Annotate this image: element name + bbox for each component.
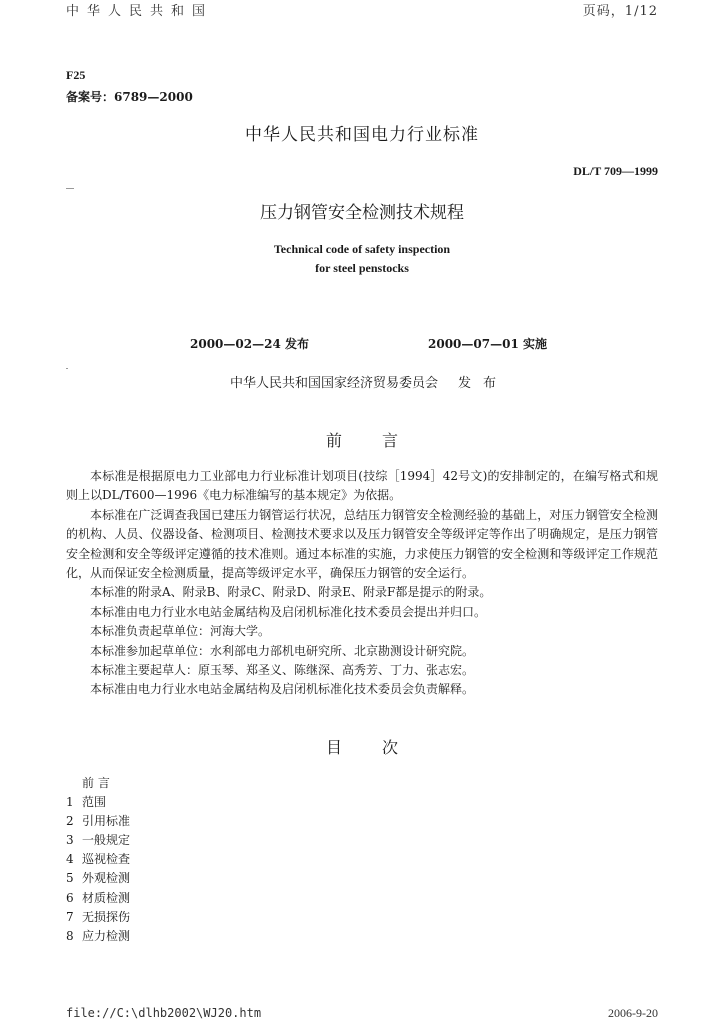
foreword-heading: 前言 [325, 431, 438, 450]
foreword-paragraph: 本标准主要起草人：原玉琴、郑圣义、陈继深、高秀芳、丁力、张志宏。 [90, 663, 475, 678]
divider-dot [66, 368, 68, 369]
foreword-paragraph: 本标准参加起草单位：水利部电力部机电研究所、北京勘测设计研究院。 [90, 643, 475, 658]
toc-item-visual[interactable]: 5 外观检测 [66, 871, 131, 886]
header-left: 中华人民共和国 [66, 4, 214, 19]
effective-date: 2000—07—01 实施 [428, 337, 547, 351]
filing-number: 备案号：6789—2000 [66, 90, 193, 104]
toc-item-references[interactable]: 2 引用标准 [66, 814, 131, 829]
toc-item-ndt[interactable]: 7 无损探伤 [66, 909, 131, 924]
standard-title: 中华人民共和国电力行业标准 [245, 125, 479, 145]
english-title-line1: Technical code of safety inspection [273, 242, 451, 256]
print-date: 2006-9-20 [608, 1006, 658, 1020]
toc-heading: 目次 [325, 738, 438, 757]
document-title: 压力钢管安全检测技术规程 [260, 203, 464, 223]
standard-number: DL/T 709—1999 [573, 164, 658, 178]
foreword-paragraph: 本标准负责起草单位：河海大学。 [90, 624, 271, 639]
page-indicator: 页码，1/12 [582, 4, 658, 19]
issuer: 中华人民共和国国家经济贸易委员会 [230, 376, 439, 391]
publish-date: 2000—02—24 发布 [190, 337, 309, 351]
toc-item-scope[interactable]: 1 范围 [66, 795, 107, 810]
toc-item-general[interactable]: 3 一般规定 [66, 833, 131, 848]
foreword-paragraph: 本标准是根据原电力工业部电力行业标准计划项目(技综［1994］42号文)的安排制定的，在编写格式和规则上以DL/T600—1996《电力标准编写的基本规定》为依据。 [66, 469, 658, 503]
divider-mark [66, 188, 74, 189]
file-path: file://C:\dlhb2002\WJ20.htm [66, 1006, 262, 1020]
english-title [0, 240, 724, 278]
english-title-line2: for steel penstocks [315, 261, 409, 275]
foreword-body [66, 467, 658, 700]
issue-word: 发布 [458, 376, 509, 391]
toc-item-stress[interactable]: 8 应力检测 [66, 928, 131, 943]
toc-item-material[interactable]: 6 材质检测 [66, 890, 131, 905]
foreword-paragraph: 本标准由电力行业水电站金属结构及启闭机标准化技术委员会负责解释。 [90, 682, 475, 697]
foreword-paragraph: 本标准的附录A、附录B、附录C、附录D、附录E、附录F都是提示的附录。 [90, 585, 492, 600]
classification-code: F25 [66, 68, 86, 82]
toc-item-foreword[interactable]: 前 言 [82, 776, 110, 790]
toc-item-patrol[interactable]: 4 巡视检查 [66, 852, 131, 867]
table-of-contents [66, 774, 130, 946]
foreword-paragraph: 本标准由电力行业水电站金属结构及启闭机标准化技术委员会提出并归口。 [90, 604, 487, 619]
foreword-paragraph: 本标准在广泛调查我国已建压力钢管运行状况，总结压力钢管安全检测经验的基础上，对压力钢管安全检测的机构、人员、仪器设备、检测项目、检测技术要求以及压力钢管安全等级评定等作出了明确规定，是压力钢管安全检测和安全等级评定遵循的技术准则。通过本标准的实施，力求使压力钢管的安全检测和等级评定工作规范化，从而保证安全检测质量，提高等级评定水平，确保压力钢管的安全运行。 [66, 507, 658, 581]
